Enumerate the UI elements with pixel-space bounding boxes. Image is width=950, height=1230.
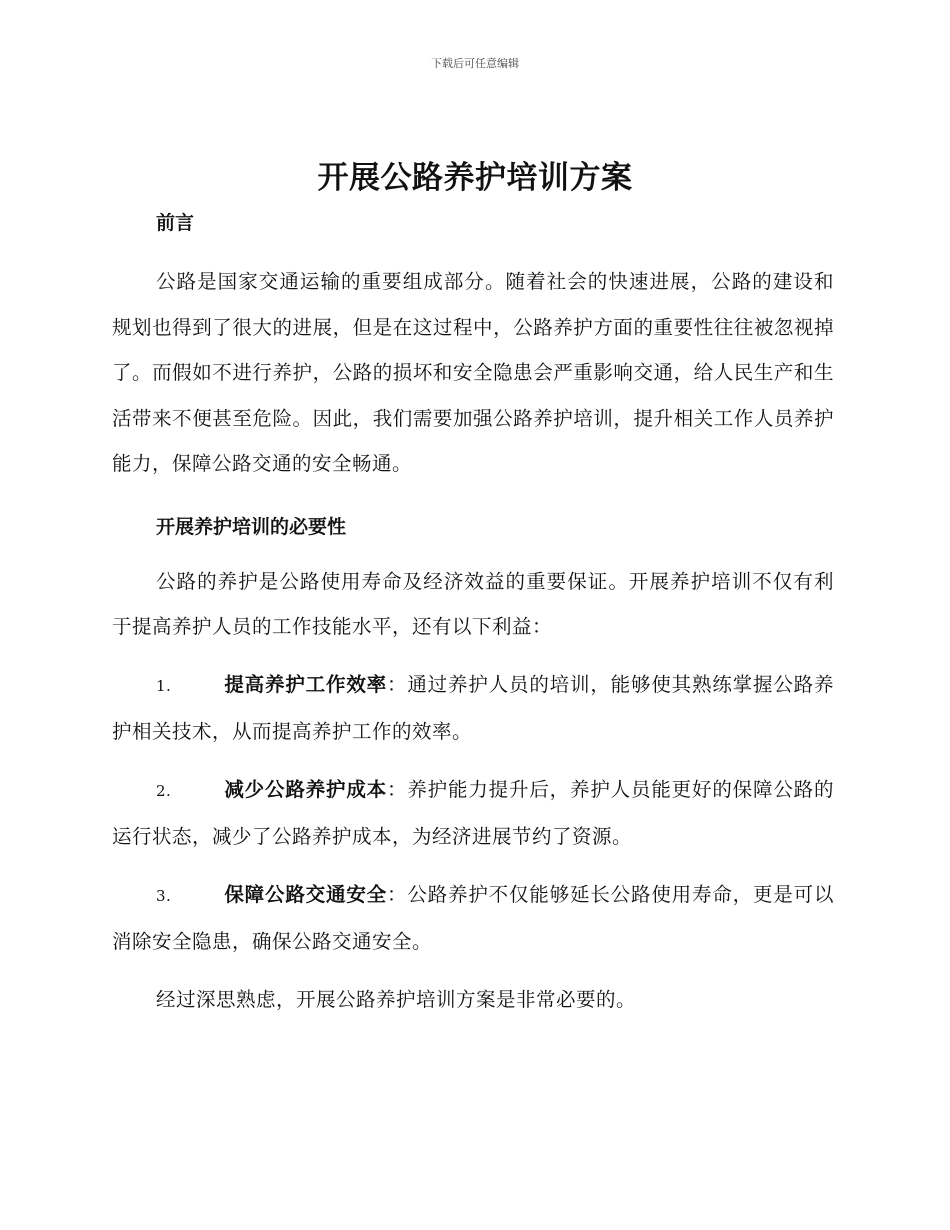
list-item <box>112 662 834 755</box>
necessity-paragraph: 公路的养护是公路使用寿命及经济效益的重要保证。开展养护培训不仅有利于提高养护人员的工作技能水平，还有以下利益： <box>112 569 834 638</box>
list-item-text: ：养护能力提升后，养护人员能更好的保障公路的运行状态，减少了公路养护成本，为经济进展节约了资源。 <box>112 777 834 848</box>
list-number: 1. <box>156 676 172 695</box>
document-title: 开展公路养护培训方案 <box>317 160 633 196</box>
page-header: 下载后可任意编辑 <box>431 57 519 70</box>
necessity-heading: 开展养护培训的必要性 <box>156 515 347 538</box>
list-item-text: ：公路养护不仅能够延长公路使用寿命，更是可以消除安全隐患，确保公路交通安全。 <box>112 882 834 953</box>
list-number: 3. <box>156 886 172 905</box>
preface-paragraph: 公路是国家交通运输的重要组成部分。随着社会的快速进展，公路的建设和规划也得到了很大的进展，但是在这过程中，公路养护方面的重要性往往被忽视掉了。而假如不进行养护，公路的损坏和安全隐患会严重影响交通，给人民生产和生活带来不便甚至危险。因此，我们需要加强公路养护培训，提升相关工作人员养护能力，保障公路交通的安全畅通。 <box>112 270 834 475</box>
list-item <box>112 767 834 860</box>
preface-heading: 前言 <box>156 212 195 234</box>
list-item <box>112 872 834 965</box>
document-body <box>112 205 834 1022</box>
list-item-title: 保障公路交通安全 <box>224 882 387 906</box>
list-number: 2. <box>156 781 172 800</box>
list-item-title: 提高养护工作效率 <box>224 672 387 696</box>
benefit-list <box>112 662 834 965</box>
closing-paragraph: 经过深思熟虑，开展公路养护培训方案是非常必要的。 <box>156 987 637 1011</box>
list-item-text: ：通过养护人员的培训，能够使其熟练掌握公路养护相关技术，从而提高养护工作的效率。 <box>112 672 834 743</box>
list-item-title: 减少公路养护成本 <box>224 777 387 801</box>
